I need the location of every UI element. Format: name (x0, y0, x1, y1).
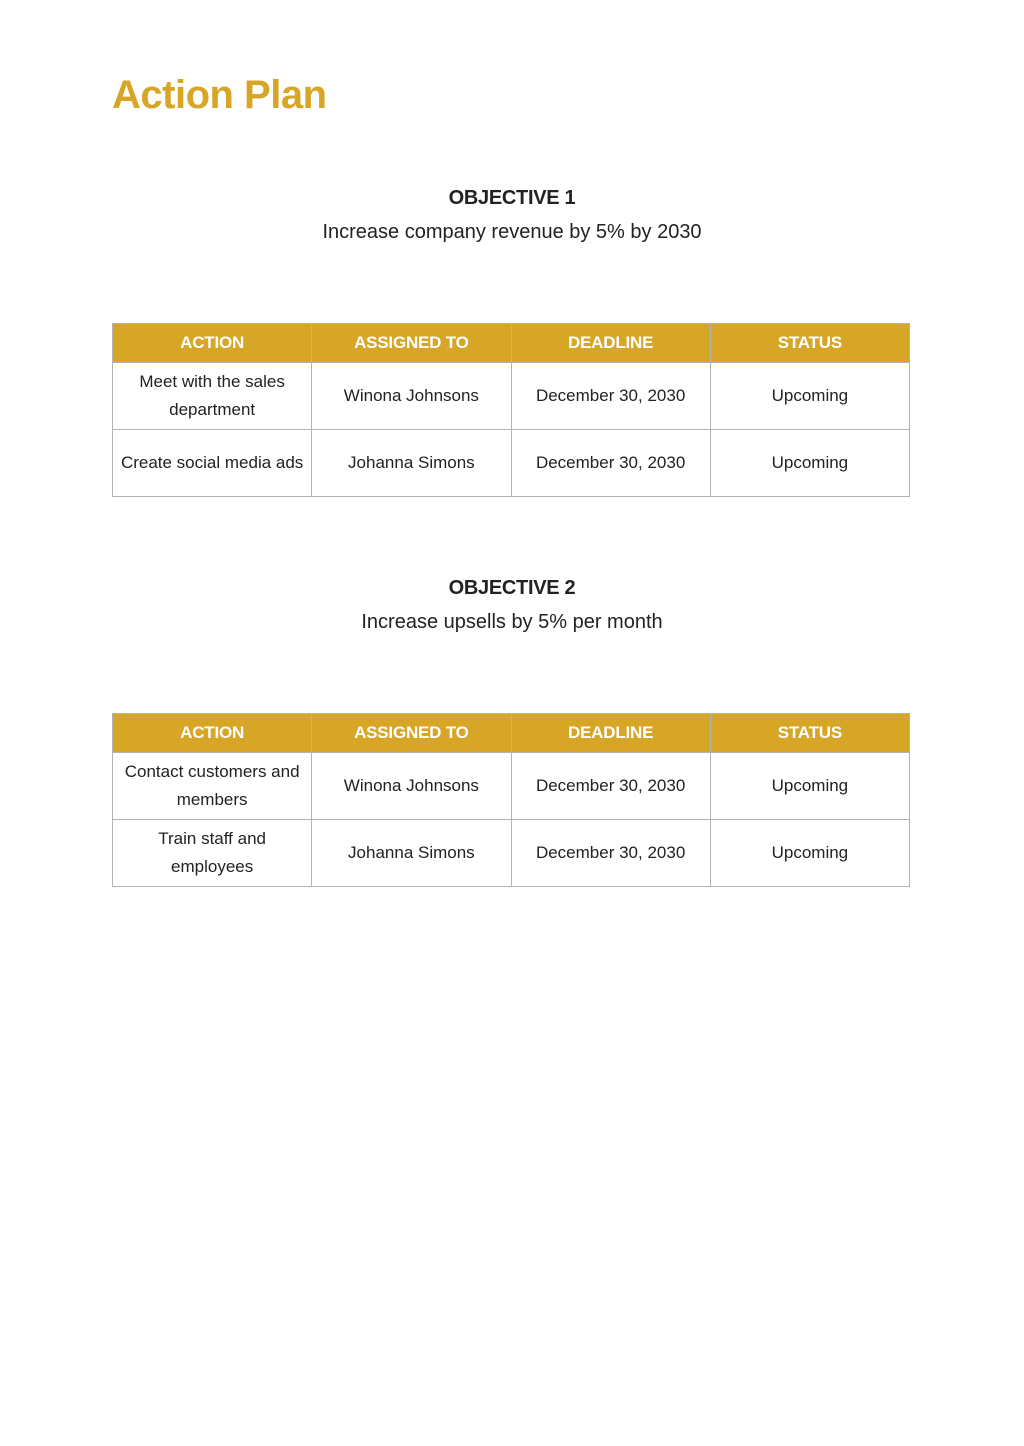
column-header-deadline: DEADLINE (511, 324, 710, 363)
cell-deadline: December 30, 2030 (511, 363, 710, 430)
cell-action: Contact customers and members (113, 753, 312, 820)
column-header-assigned-to: ASSIGNED TO (312, 324, 511, 363)
column-header-status: STATUS (710, 324, 909, 363)
cell-status: Upcoming (710, 363, 909, 430)
cell-deadline: December 30, 2030 (511, 753, 710, 820)
cell-assigned-to: Winona Johnsons (312, 363, 511, 430)
cell-status: Upcoming (710, 753, 909, 820)
table-header-row (113, 324, 910, 363)
cell-assigned-to: Winona Johnsons (312, 753, 511, 820)
column-header-action: ACTION (113, 714, 312, 753)
objective-2 (0, 575, 1024, 635)
cell-action: Meet with the sales department (113, 363, 312, 430)
cell-assigned-to: Johanna Simons (312, 820, 511, 887)
table-row (113, 430, 910, 497)
page-title: Action Plan (112, 73, 327, 117)
cell-status: Upcoming (710, 820, 909, 887)
table-header-row (113, 714, 910, 753)
action-table-2 (112, 713, 910, 887)
objective-heading: OBJECTIVE 2 (448, 577, 576, 599)
objective-description: Increase company revenue by 5% by 2030 (322, 221, 702, 243)
cell-deadline: December 30, 2030 (511, 820, 710, 887)
cell-status: Upcoming (710, 430, 909, 497)
column-header-assigned-to: ASSIGNED TO (312, 714, 511, 753)
cell-assigned-to: Johanna Simons (312, 430, 511, 497)
objective-description: Increase upsells by 5% per month (361, 611, 663, 633)
objective-heading: OBJECTIVE 1 (448, 187, 576, 209)
action-table-1 (112, 323, 910, 497)
column-header-deadline: DEADLINE (511, 714, 710, 753)
table-row (113, 820, 910, 887)
cell-action: Create social media ads (113, 430, 312, 497)
cell-deadline: December 30, 2030 (511, 430, 710, 497)
column-header-action: ACTION (113, 324, 312, 363)
column-header-status: STATUS (710, 714, 909, 753)
cell-action: Train staff and employees (113, 820, 312, 887)
objective-1 (0, 185, 1024, 245)
table-row (113, 753, 910, 820)
table-row (113, 363, 910, 430)
